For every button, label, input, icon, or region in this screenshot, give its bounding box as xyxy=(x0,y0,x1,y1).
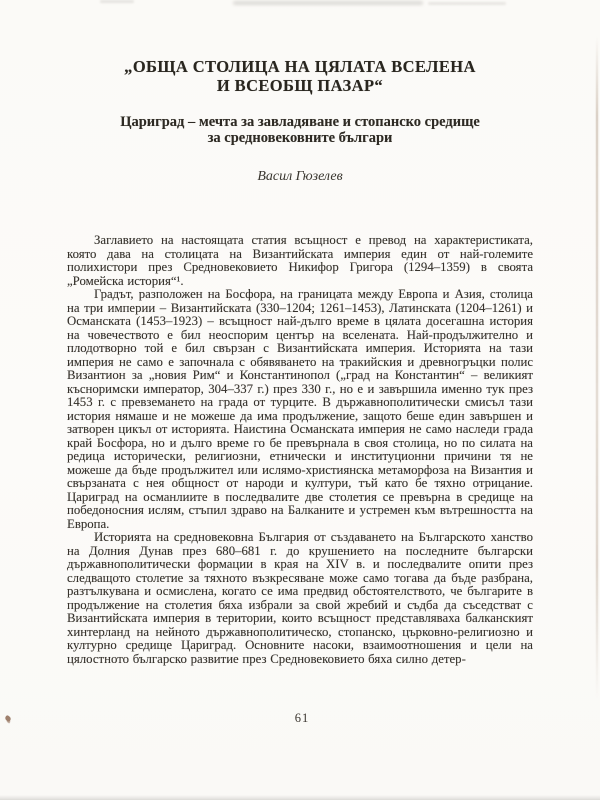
article-subtitle xyxy=(67,115,533,146)
article-title-line1: „ОБЩА СТОЛИЦА НА ЦЯЛАТА ВСЕЛЕНА xyxy=(124,57,476,76)
article-title xyxy=(67,58,533,95)
article-body xyxy=(67,234,533,666)
paragraph: Градът, разположен на Босфора, на границата между Европа и Азия, столица на три империи – Византийската (330–1204; 1261–1453), Латинската (1204–1261) и Османската (1453–1923) – всъщност най-дълго време в цялата досегашна история на човечеството е бил неоспорим център на вселената. Най-продължително и плодотворно той е бил свързан с Византийската империя. Историята на тази империя не само е започнала с обявяването на тракийския и древногръцки полис Византион за „новия Рим“ и Константинопол („град на Константин“ – великият късноримски император, 304–337 г.) през 330 г., но е и завършила именно тук през 1453 г. с превземането на града от турците. В държавнополитически смисъл тази история нямаше и не можеше да има продължение, защото беше един завършен и затворен цикъл от историята. Наистина Османската империя не само наследи града край Босфора, но и дълго време го бе превърнала в своя столица, но по силата на редица исторически, религиозни, етнически и институционни причини тя не можеше да бъде продължител или ислямо-християнска метаморфоза на Византия и свързаната с нея общност от народи и култури, тъй като бе тяхно отрицание. Цариград на османлиите в последвалите две столетия се превърна в средище на победоносния ислям, стъпил здраво на Балканите и устремен към вътрешността на Европа. xyxy=(67,287,533,531)
article-subtitle-line2: за средновековните българи xyxy=(207,129,393,146)
paragraph: Историята на средновековна България от създаването на Българското ханство на Долния Дунав през 680–681 г. до крушението на последните български държавнополитически формации в края на XIV в. и последвалите опити през следващото столетие за тяхното възкресяване може само тогава да бъде разбрана, разтълкувана и осмислена, когато се има предвид обстоятелството, че българите в продължение на столетия бяха избрали за свой жребий и съдба да съседстват с Византийската империя в територии, които всъщност представляваха балканският хинтерланд на нейното държавнополитическо, стопанско, църковно-религиозно и културно средище Цариград. Основните насоки, взаимоотношения и цели на цялостното българско развитие през Средновековието бяха силно детер- xyxy=(67,530,533,666)
scan-bottom-shadow xyxy=(0,795,600,800)
page-content xyxy=(67,0,533,666)
scan-edge-shadow xyxy=(596,36,598,698)
article-subtitle-line1: Цариград – мечта за завладяване и стопанско средище xyxy=(120,114,480,130)
paragraph: Заглавието на настоящата статия всъщност е превод на характеристиката, която дава на столицата на Византийската империя един от най-големите полихистори през Средновековието Никифор Григора (1294–1359) в своята „Ромейска история“¹. xyxy=(67,233,533,288)
page-number: 61 xyxy=(294,711,310,725)
article-title-line2: И ВСЕОБЩ ПАЗАР“ xyxy=(216,75,384,95)
article-author: Васил Гюзелев xyxy=(257,169,343,184)
